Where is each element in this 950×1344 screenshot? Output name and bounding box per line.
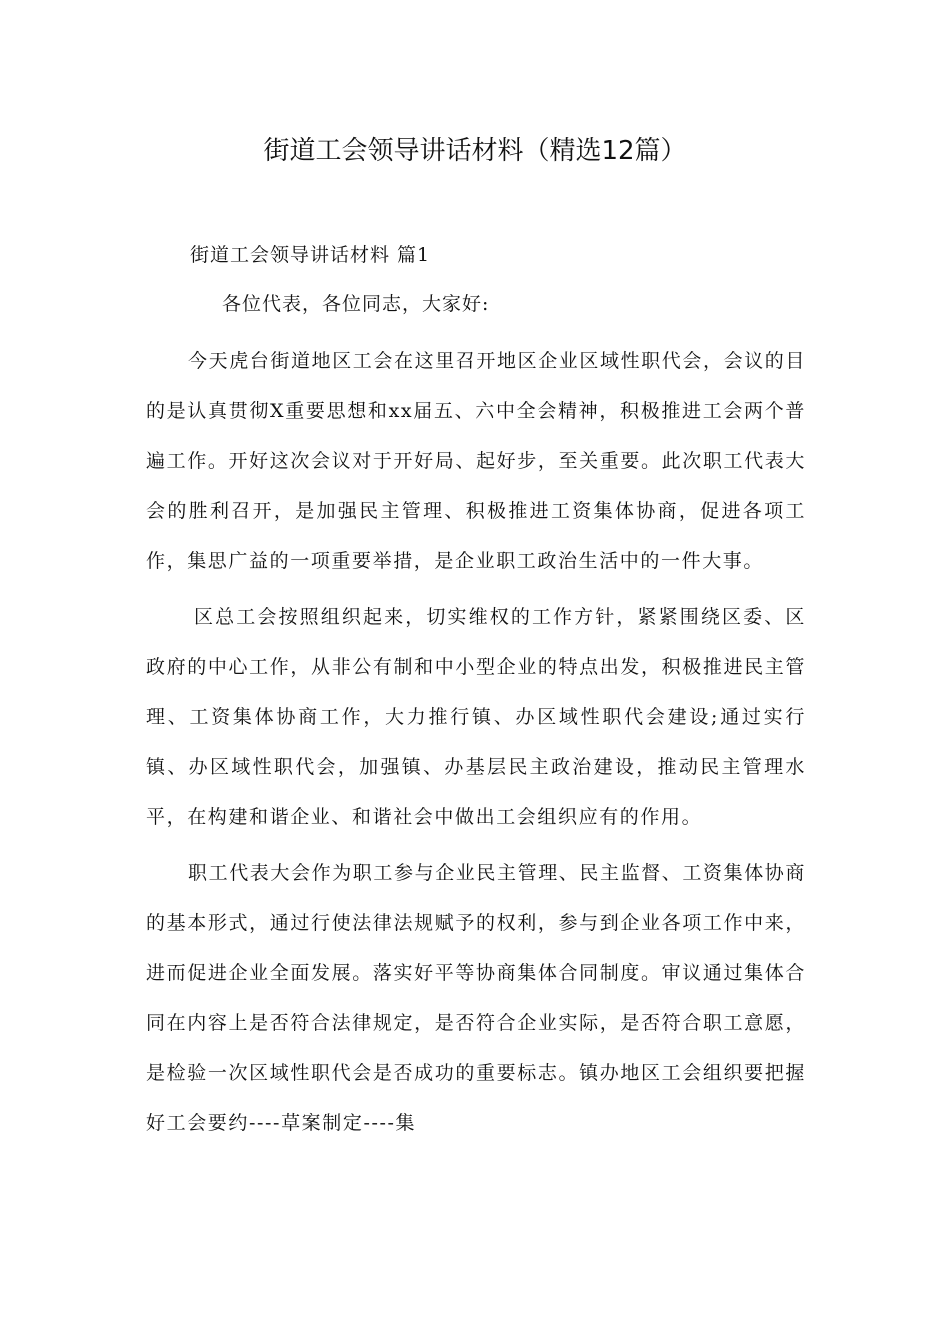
document-title: 街道工会领导讲话材料（精选12篇）	[263, 136, 687, 166]
paragraph: 职工代表大会作为职工参与企业民主管理、民主监督、工资集体协商的基本形式，通过行使法律法规赋予的权利，参与到企业各项工作中来，进而促进企业全面发展。落实好平等协商集体合同制度。审议通过集体合同在内容上是否符合法律规定，是否符合企业实际，是否符合职工意愿，是检验一次区域性职代会是否成功的重要标志。镇办地区工会组织要把握好工会要约----草案制定----集	[146, 862, 807, 1134]
greeting-line: 各位代表，各位同志，大家好:	[222, 293, 490, 315]
body-text	[146, 336, 806, 1154]
paragraph: 区总工会按照组织起来，切实维权的工作方针，紧紧围绕区委、区政府的中心工作，从非公有制和中小型企业的特点出发，积极推进民主管理、工资集体协商工作，大力推行镇、办区域性职代会建设;通过实行镇、办区域性职代会，加强镇、办基层民主政治建设，推动民主管理水平，在构建和谐企业、和谐社会中做出工会组织应有的作用。	[146, 606, 806, 828]
paragraph: 今天虎台街道地区工会在这里召开地区企业区域性职代会，会议的目的是认真贯彻X重要思想和xx届五、六中全会精神，积极推进工会两个普遍工作。开好这次会议对于开好局、起好步，至关重要。此次职工代表大会的胜利召开，是加强民主管理、积极推进工资集体协商，促进各项工作，集思广益的一项重要举措，是企业职工政治生活中的一件大事。	[146, 350, 807, 572]
section-heading: 街道工会领导讲话材料 篇1	[190, 244, 431, 266]
